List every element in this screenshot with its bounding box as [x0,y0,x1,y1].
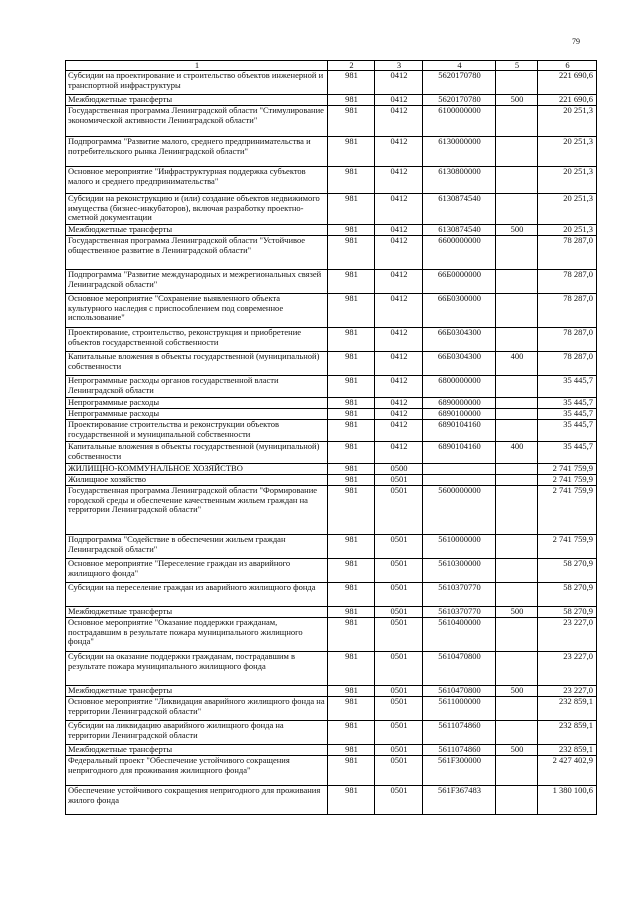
cell-section: 0412 [375,194,423,225]
cell-expense-type [496,583,538,607]
cell-amount: 221 690,6 [538,95,597,106]
cell-target-code: 5610370770 [423,607,496,618]
cell-expense-type [496,464,538,475]
cell-section: 0412 [375,137,423,167]
cell-expense-type: 500 [496,686,538,697]
cell-code: 981 [328,721,375,745]
cell-amount: 20 251,3 [538,137,597,167]
cell-amount: 58 270,9 [538,607,597,618]
cell-amount: 2 741 759,9 [538,464,597,475]
cell-code: 981 [328,194,375,225]
cell-name: Непрограммные расходы [66,409,328,420]
cell-amount: 35 445,7 [538,420,597,442]
cell-section: 0412 [375,167,423,194]
cell-code: 981 [328,475,375,486]
cell-code: 981 [328,686,375,697]
cell-target-code: 5610000000 [423,535,496,559]
cell-code: 981 [328,486,375,535]
cell-name: Федеральный проект "Обеспечение устойчивого сокращения непригодного для проживания жилищного фонда" [66,756,328,786]
cell-expense-type [496,194,538,225]
cell-code: 981 [328,697,375,721]
table-row [66,618,597,652]
cell-section: 0412 [375,352,423,376]
cell-expense-type [496,486,538,535]
cell-name: Субсидии на ликвидацию аварийного жилищного фонда на территории Ленинградской области [66,721,328,745]
cell-expense-type: 500 [496,607,538,618]
cell-code: 981 [328,225,375,236]
table-row [66,376,597,398]
cell-amount: 23 227,0 [538,686,597,697]
cell-expense-type [496,71,538,95]
cell-code: 981 [328,95,375,106]
cell-expense-type: 500 [496,95,538,106]
cell-code: 981 [328,71,375,95]
cell-name: Субсидии на реконструкцию и (или) создание объектов недвижимого имущества (бизнес-инкубаторов), включая разработку проектно-сметной документации [66,194,328,225]
cell-expense-type: 400 [496,442,538,464]
cell-name: Основное мероприятие "Оказание поддержки гражданам, пострадавшим в результате пожара муниципального жилищного фонда" [66,618,328,652]
cell-section: 0412 [375,294,423,328]
cell-target-code: 6890104160 [423,420,496,442]
cell-section: 0501 [375,607,423,618]
cell-amount: 58 270,9 [538,559,597,583]
cell-code: 981 [328,294,375,328]
table-row [66,225,597,236]
page-number: 79 [572,37,580,46]
cell-name: Проектирование строительства и реконструкции объектов государственной и муниципальной собственности [66,420,328,442]
table-row [66,686,597,697]
cell-section: 0501 [375,745,423,756]
cell-target-code [423,464,496,475]
cell-amount: 78 287,0 [538,270,597,294]
cell-target-code: 561F300000 [423,756,496,786]
cell-target-code: 5611074860 [423,721,496,745]
cell-name: Основное мероприятие "Сохранение выявленного объекта культурного наследия с приспособлением под современное использование" [66,294,328,328]
cell-name: Подпрограмма "Развитие малого, среднего предпринимательства и потребительского рынка Ленинградской области" [66,137,328,167]
cell-expense-type [496,652,538,686]
cell-name: Государственная программа Ленинградской области "Формирование городской среды и обеспечение качественным жильем граждан на территории Ленинградской области" [66,486,328,535]
table-row [66,167,597,194]
cell-name: Непрограммные расходы органов государственной власти Ленинградской области [66,376,328,398]
table-row [66,409,597,420]
cell-expense-type [496,535,538,559]
table-row [66,398,597,409]
cell-name: Подпрограмма "Развитие международных и межрегиональных связей Ленинградской области" [66,270,328,294]
cell-target-code: 5610300000 [423,559,496,583]
cell-amount: 78 287,0 [538,352,597,376]
cell-name: Подпрограмма "Содействие в обеспечении жильем граждан Ленинградской области" [66,535,328,559]
cell-name: Обеспечение устойчивого сокращения непригодного для проживания жилого фонда [66,786,328,815]
cell-code: 981 [328,652,375,686]
cell-target-code: 5610370770 [423,583,496,607]
cell-code: 981 [328,442,375,464]
table-row [66,786,597,815]
cell-amount: 78 287,0 [538,328,597,352]
cell-target-code: 6130800000 [423,167,496,194]
table-row [66,464,597,475]
cell-amount: 35 445,7 [538,409,597,420]
cell-code: 981 [328,167,375,194]
cell-target-code: 6100000000 [423,106,496,137]
table-row [66,607,597,618]
cell-section: 0501 [375,786,423,815]
cell-code: 981 [328,328,375,352]
cell-code: 981 [328,106,375,137]
cell-amount: 221 690,6 [538,71,597,95]
cell-amount: 232 859,1 [538,721,597,745]
cell-expense-type [496,618,538,652]
cell-target-code: 5610400000 [423,618,496,652]
cell-expense-type [496,167,538,194]
cell-section: 0501 [375,583,423,607]
cell-amount: 1 380 100,6 [538,786,597,815]
cell-section: 0412 [375,442,423,464]
table-row [66,294,597,328]
cell-expense-type [496,786,538,815]
cell-section: 0412 [375,106,423,137]
cell-target-code: 5620170780 [423,95,496,106]
cell-section: 0412 [375,398,423,409]
cell-name: Государственная программа Ленинградской области "Стимулирование экономической активности Ленинградской области" [66,106,328,137]
cell-expense-type [496,559,538,583]
cell-expense-type [496,137,538,167]
cell-expense-type [496,106,538,137]
cell-name: Жилищное хозяйство [66,475,328,486]
cell-code: 981 [328,376,375,398]
cell-name: Проектирование, строительство, реконструкция и приобретение объектов государственной собственности [66,328,328,352]
cell-code: 981 [328,583,375,607]
cell-amount: 2 741 759,9 [538,475,597,486]
cell-section: 0412 [375,270,423,294]
column-header: 4 [423,61,496,71]
cell-expense-type: 500 [496,225,538,236]
table-row [66,236,597,270]
cell-amount: 20 251,3 [538,194,597,225]
cell-amount: 232 859,1 [538,697,597,721]
cell-amount: 78 287,0 [538,236,597,270]
table-row [66,535,597,559]
cell-amount: 20 251,3 [538,106,597,137]
cell-code: 981 [328,618,375,652]
cell-expense-type [496,409,538,420]
cell-target-code: 6600000000 [423,236,496,270]
cell-target-code: 6890100000 [423,409,496,420]
budget-table [65,60,597,815]
cell-amount: 35 445,7 [538,442,597,464]
cell-name: Государственная программа Ленинградской области "Устойчивое общественное развитие в Ленинградской области" [66,236,328,270]
cell-name: Субсидии на переселение граждан из аварийного жилищного фонда [66,583,328,607]
cell-code: 981 [328,786,375,815]
cell-amount: 20 251,3 [538,225,597,236]
table-row [66,420,597,442]
cell-section: 0412 [375,376,423,398]
cell-target-code: 5620170780 [423,71,496,95]
column-header: 5 [496,61,538,71]
table-row [66,328,597,352]
cell-target-code [423,475,496,486]
cell-section: 0412 [375,420,423,442]
table-row [66,721,597,745]
cell-code: 981 [328,270,375,294]
cell-expense-type [496,721,538,745]
cell-section: 0501 [375,618,423,652]
cell-amount: 232 859,1 [538,745,597,756]
cell-code: 981 [328,745,375,756]
cell-target-code: 6130000000 [423,137,496,167]
cell-target-code: 66Б0300000 [423,294,496,328]
cell-amount: 2 427 402,9 [538,756,597,786]
table-body [66,71,597,815]
cell-name: ЖИЛИЩНО-КОММУНАЛЬНОЕ ХОЗЯЙСТВО [66,464,328,475]
cell-section: 0412 [375,236,423,270]
cell-name: Межбюджетные трансферты [66,95,328,106]
cell-code: 981 [328,352,375,376]
cell-name: Капитальные вложения в объекты государственной (муниципальной) собственности [66,442,328,464]
cell-target-code: 5610470800 [423,686,496,697]
cell-expense-type [496,475,538,486]
cell-amount: 23 227,0 [538,618,597,652]
table-row [66,583,597,607]
cell-section: 0501 [375,535,423,559]
cell-target-code: 66Б0304300 [423,352,496,376]
cell-target-code: 5611074860 [423,745,496,756]
cell-section: 0501 [375,559,423,583]
cell-expense-type [496,697,538,721]
cell-name: Межбюджетные трансферты [66,225,328,236]
cell-name: Межбюджетные трансферты [66,607,328,618]
cell-section: 0501 [375,686,423,697]
cell-target-code: 5600000000 [423,486,496,535]
cell-code: 981 [328,398,375,409]
cell-section: 0501 [375,652,423,686]
cell-target-code: 6800000000 [423,376,496,398]
table-row [66,745,597,756]
table-row [66,270,597,294]
cell-target-code: 66Б0304300 [423,328,496,352]
cell-expense-type [496,236,538,270]
cell-code: 981 [328,420,375,442]
cell-name: Межбюджетные трансферты [66,745,328,756]
cell-name: Капитальные вложения в объекты государственной (муниципальной) собственности [66,352,328,376]
table-row [66,475,597,486]
cell-code: 981 [328,535,375,559]
cell-name: Основное мероприятие "Переселение граждан из аварийного жилищного фонда" [66,559,328,583]
cell-expense-type [496,398,538,409]
cell-target-code: 6130874540 [423,194,496,225]
table-row [66,137,597,167]
cell-amount: 2 741 759,9 [538,535,597,559]
cell-code: 981 [328,756,375,786]
cell-name: Межбюджетные трансферты [66,686,328,697]
cell-name: Непрограммные расходы [66,398,328,409]
table-row [66,697,597,721]
cell-section: 0501 [375,756,423,786]
cell-section: 0501 [375,475,423,486]
cell-expense-type [496,756,538,786]
cell-code: 981 [328,464,375,475]
cell-expense-type [496,376,538,398]
table-row [66,652,597,686]
cell-expense-type: 500 [496,745,538,756]
cell-target-code: 5611000000 [423,697,496,721]
cell-section: 0501 [375,697,423,721]
cell-amount: 78 287,0 [538,294,597,328]
table-row [66,486,597,535]
cell-code: 981 [328,236,375,270]
cell-expense-type: 400 [496,352,538,376]
cell-section: 0501 [375,486,423,535]
table-row [66,559,597,583]
cell-name: Субсидии на оказание поддержки гражданам, пострадавшим в результате пожара муниципального жилищного фонда [66,652,328,686]
cell-name: Субсидии на проектирование и строительство объектов инженерной и транспортной инфраструктуры [66,71,328,95]
column-header: 1 [66,61,328,71]
cell-expense-type [496,294,538,328]
cell-amount: 20 251,3 [538,167,597,194]
cell-code: 981 [328,559,375,583]
table-row [66,442,597,464]
cell-amount: 35 445,7 [538,398,597,409]
table-row [66,756,597,786]
cell-expense-type [496,328,538,352]
column-number-row [66,61,597,71]
cell-expense-type [496,420,538,442]
cell-target-code: 6130874540 [423,225,496,236]
cell-amount: 58 270,9 [538,583,597,607]
table-row [66,95,597,106]
table-row [66,71,597,95]
cell-code: 981 [328,607,375,618]
cell-target-code: 5610470800 [423,652,496,686]
cell-name: Основное мероприятие "Инфраструктурная поддержка субъектов малого и среднего предпринимательства" [66,167,328,194]
column-header: 3 [375,61,423,71]
cell-code: 981 [328,409,375,420]
cell-section: 0412 [375,225,423,236]
cell-code: 981 [328,137,375,167]
column-header: 2 [328,61,375,71]
cell-amount: 2 741 759,9 [538,486,597,535]
cell-section: 0412 [375,328,423,352]
table-row [66,194,597,225]
table-row [66,106,597,137]
table-row [66,352,597,376]
cell-amount: 23 227,0 [538,652,597,686]
cell-name: Основное мероприятие "Ликвидация аварийного жилищного фонда на территории Ленинградской области" [66,697,328,721]
column-header: 6 [538,61,597,71]
cell-section: 0412 [375,95,423,106]
cell-target-code: 6890104160 [423,442,496,464]
cell-section: 0412 [375,71,423,95]
cell-section: 0412 [375,409,423,420]
cell-amount: 35 445,7 [538,376,597,398]
cell-section: 0501 [375,721,423,745]
cell-target-code: 66Б0000000 [423,270,496,294]
cell-section: 0500 [375,464,423,475]
cell-expense-type [496,270,538,294]
cell-target-code: 6890000000 [423,398,496,409]
cell-target-code: 561F367483 [423,786,496,815]
